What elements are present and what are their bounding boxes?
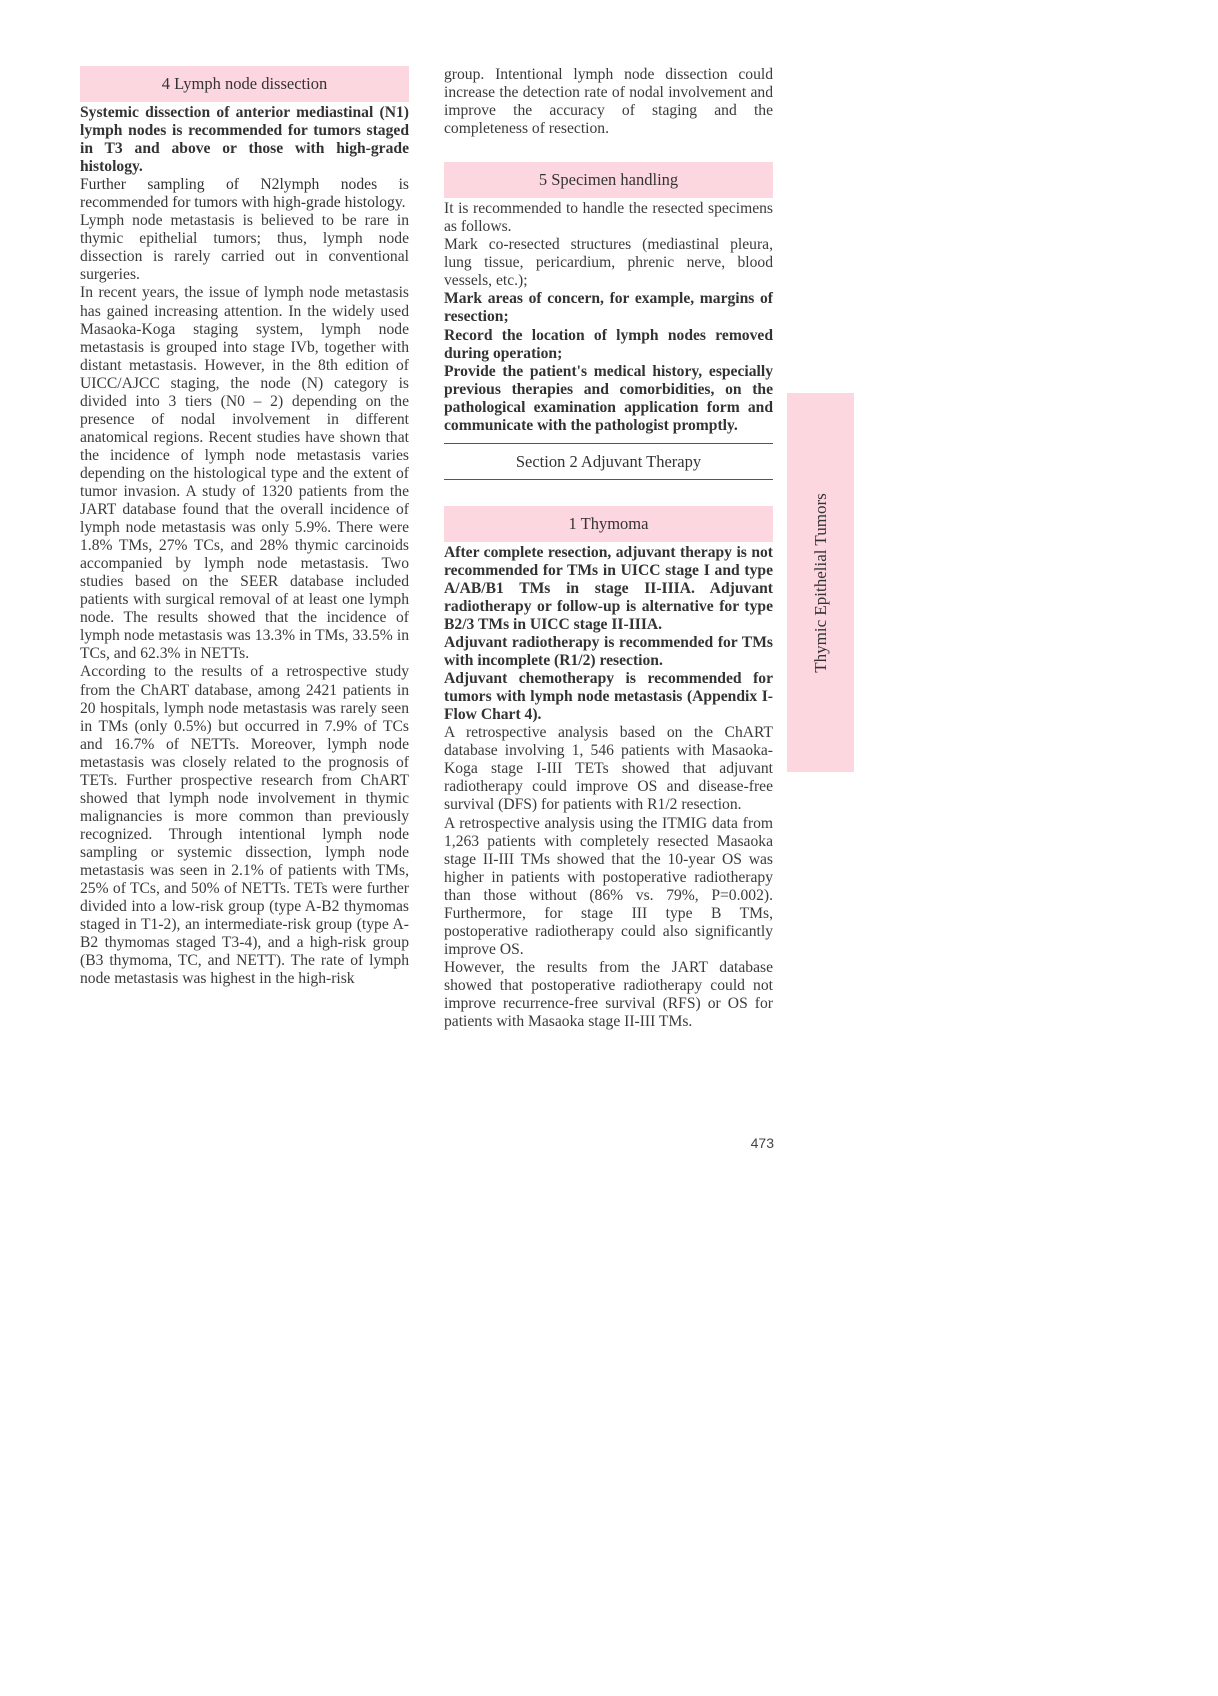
- spacer: [444, 138, 773, 162]
- recommendation-paragraph: Systemic dissection of anterior mediastinal (N1) lymph nodes is recommended for tumors staged in T3 and above or those with high-grade histology.: [80, 104, 409, 176]
- body-paragraph: Mark co-resected structures (mediastinal pleura, lung tissue, pericardium, phrenic nerve, blood vessels, etc.);: [444, 236, 773, 290]
- recommendation-paragraph: Mark areas of concern, for example, margins of resection;: [444, 290, 773, 326]
- recommendation-paragraph: Adjuvant radiotherapy is recommended for TMs with incomplete (R1/2) resection.: [444, 634, 773, 670]
- page-number: 473: [750, 1135, 774, 1151]
- lymph-node-dissection-heading: 4 Lymph node dissection: [80, 66, 409, 102]
- thymoma-heading: 1 Thymoma: [444, 506, 773, 542]
- body-paragraph: However, the results from the JART database showed that postoperative radiotherapy could not improve recurrence-free survival (RFS) or OS for patients with Masaoka stage II-III TMs.: [444, 958, 773, 1031]
- recommendation-paragraph: After complete resection, adjuvant therapy is not recommended for TMs in UICC stage I and type A/AB/B1 TMs in stage II-IIIA. Adjuvant radiotherapy or follow-up is alternative for type B2/3 TMs in UICC stage II-IIIA.: [444, 543, 773, 633]
- body-paragraph: A retrospective analysis based on the ChART database involving 1, 546 patients with Masaoka-Koga stage I-III TETs showed that adjuvant radiotherapy could improve OS and disease-free survival (DFS) for patients with R1/2 resection.: [444, 724, 773, 814]
- chapter-side-tab-label: Thymic Epithelial Tumors: [810, 492, 830, 673]
- body-paragraph: A retrospective analysis using the ITMIG data from 1,263 patients with completely resected Masaoka stage II-III TMs showed that the 10-year OS was higher in patients with postoperative radiotherapy than those without (86% vs. 79%, P=0.002). Furthermore, for stage III type B TMs, postoperative radiotherapy could also significantly improve OS.: [444, 814, 773, 958]
- section-heading-adjuvant-therapy: Section 2 Adjuvant Therapy: [444, 443, 773, 480]
- left-column: [80, 66, 409, 988]
- chapter-side-tab: [787, 393, 854, 772]
- specimen-handling-heading: 5 Specimen handling: [444, 162, 773, 198]
- body-paragraph: It is recommended to handle the resected specimens as follows.: [444, 200, 773, 236]
- body-paragraph: Further sampling of N2lymph nodes is recommended for tumors with high-grade histology.: [80, 176, 409, 212]
- recommendation-paragraph: Provide the patient's medical history, especially previous therapies and comorbidities, on the pathological examination application form and communicate with the pathologist promptly.: [444, 362, 773, 434]
- body-paragraph: Lymph node metastasis is believed to be rare in thymic epithelial tumors; thus, lymph node dissection is rarely carried out in conventional surgeries.: [80, 212, 409, 284]
- continuation-paragraph: group. Intentional lymph node dissection could increase the detection rate of nodal involvement and improve the accuracy of staging and the completeness of resection.: [444, 66, 773, 138]
- recommendation-paragraph: Record the location of lymph nodes removed during operation;: [444, 326, 773, 362]
- spacer: [444, 480, 773, 506]
- body-paragraph: According to the results of a retrospective study from the ChART database, among 2421 patients in 20 hospitals, lymph node metastasis was rarely seen in TMs (only 0.5%) but occurred in 7.9% of TCs and 16.7% of NETTs. Moreover, lymph node metastasis was closely related to the prognosis of TETs. Further prospective research from ChART showed that lymph node involvement in thymic malignancies is more common than previously recognized. Through intentional lymph node sampling or systemic dissection, lymph node metastasis was seen in 2.1% of patients with TMs, 25% of TCs, and 50% of NETTs. TETs were further divided into a low-risk group (type A-B2 thymomas staged in T1-2), an intermediate-risk group (type A-B2 thymomas staged T3-4), and a high-risk group (B3 thymoma, TC, and NETT). The rate of lymph node metastasis was highest in the high-risk: [80, 663, 409, 988]
- body-paragraph: In recent years, the issue of lymph node metastasis has gained increasing attention. In the widely used Masaoka-Koga staging system, lymph node metastasis is grouped into stage IVb, together with distant metastasis. However, in the 8th edition of UICC/AJCC staging, the node (N) category is divided into 3 tiers (N0 – 2) depending on the presence of nodal involvement in different anatomical regions. Recent studies have shown that the incidence of lymph node metastasis varies depending on the histological type and the extent of tumor invasion. A study of 1320 patients from the JART database found that the overall incidence of lymph node metastasis was only 5.9%. There were 1.8% TMs, 27% TCs, and 28% thymic carcinoids accompanied by lymph node metastasis. Two studies based on the SEER database included patients with surgical removal of at least one lymph node. The results showed that the incidence of lymph node metastasis was 13.3% in TMs, 33.5% in TCs, and 62.3% in NETTs.: [80, 284, 409, 663]
- right-column: [444, 66, 773, 1031]
- recommendation-paragraph: Adjuvant chemotherapy is recommended for tumors with lymph node metastasis (Appendix I-Flow Chart 4).: [444, 670, 773, 724]
